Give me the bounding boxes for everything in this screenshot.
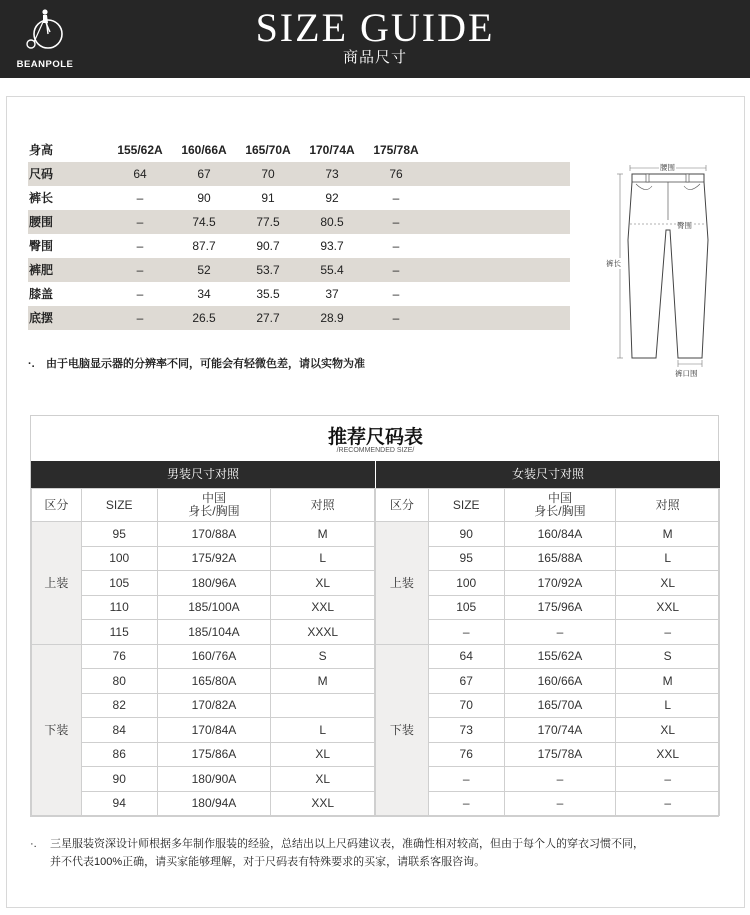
table-cell: 92 — [325, 191, 339, 205]
table-cell: – — [616, 620, 720, 645]
top-category-cell: 上装 — [376, 522, 429, 645]
table-cell: – — [136, 239, 144, 253]
table-cell: 73 — [325, 167, 339, 181]
table-cell: 105 — [81, 571, 157, 596]
table-cell: 64 — [428, 644, 504, 669]
column-header: 160/66A — [181, 143, 227, 157]
table-row — [376, 644, 720, 669]
table-cell: L — [616, 546, 720, 571]
table-row — [32, 595, 375, 620]
table-row — [376, 522, 720, 547]
advice-line-2: 并不代表100%正确，请买家能够理解，对于尺码表有特殊要求的买家，请联系客服咨询。 — [50, 856, 486, 868]
table-cell: 70 — [428, 693, 504, 718]
women-section-bar: 女装尺寸对照 — [376, 461, 720, 488]
table-cell: – — [392, 287, 400, 301]
table-cell: 87.7 — [192, 239, 216, 253]
bottom-category-cell: 下装 — [376, 644, 429, 816]
table-cell: 160/76A — [157, 644, 271, 669]
pants-icon — [606, 160, 726, 380]
table-cell: 95 — [428, 546, 504, 571]
table-row — [32, 669, 375, 694]
table-cell: 155/62A — [504, 644, 616, 669]
table-cell: M — [271, 522, 375, 547]
table-cell: XXL — [271, 791, 375, 816]
table-cell: M — [616, 522, 720, 547]
table-cell: – — [392, 215, 400, 229]
row-label: 臀围 — [29, 239, 54, 253]
bullet: ·. — [30, 838, 37, 850]
table-cell: S — [616, 644, 720, 669]
men-size-table — [31, 488, 375, 816]
table-cell: 37 — [325, 287, 339, 301]
table-row — [32, 767, 375, 792]
row-label: 裤长 — [29, 191, 54, 205]
table-cell: 35.5 — [256, 287, 280, 301]
table-row — [32, 718, 375, 743]
table-cell: – — [136, 263, 144, 277]
table-cell: 52 — [197, 263, 211, 277]
body-header — [504, 489, 616, 522]
table-cell: 180/96A — [157, 571, 271, 596]
table-cell: 160/66A — [504, 669, 616, 694]
table-cell: 185/104A — [157, 620, 271, 645]
table-cell: 90 — [428, 522, 504, 547]
table-cell: – — [428, 767, 504, 792]
recommend-subtitle: /RECOMMENDED SIZE/ — [336, 447, 415, 454]
table-cell: M — [271, 669, 375, 694]
table-cell: 165/70A — [504, 693, 616, 718]
size-table — [28, 138, 570, 330]
table-cell: 170/92A — [504, 571, 616, 596]
size-table-row — [28, 186, 570, 210]
table-cell: XL — [271, 742, 375, 767]
waist-label: 腰围 — [660, 163, 675, 172]
table-cell: 82 — [81, 693, 157, 718]
size-header: SIZE — [81, 489, 157, 522]
table-cell: 70 — [261, 167, 275, 181]
table-cell: – — [616, 767, 720, 792]
table-cell: 180/94A — [157, 791, 271, 816]
body-header — [157, 489, 271, 522]
recommended-size-table — [30, 415, 719, 817]
table-cell: – — [392, 311, 400, 325]
table-cell: 100 — [81, 546, 157, 571]
table-cell: 165/80A — [157, 669, 271, 694]
table-cell: – — [136, 311, 144, 325]
table-cell: 26.5 — [192, 311, 216, 325]
pants-diagram — [606, 160, 726, 380]
table-row — [32, 620, 375, 645]
table-cell: 90 — [81, 767, 157, 792]
table-cell: 94 — [81, 791, 157, 816]
length-label: 裤长 — [606, 259, 621, 268]
table-cell: 28.9 — [320, 311, 344, 325]
disclaimer-text: 由于电脑显示器的分辨率不同，可能会有轻微色差，请以实物为准 — [46, 358, 365, 370]
column-header: 170/74A — [309, 143, 355, 157]
hem-label: 裤口围 — [675, 369, 698, 378]
row-label: 尺码 — [29, 167, 54, 181]
table-cell: 77.5 — [256, 215, 280, 229]
table-cell: 175/92A — [157, 546, 271, 571]
table-cell: 175/96A — [504, 595, 616, 620]
table-cell: XL — [271, 767, 375, 792]
table-cell: 80 — [81, 669, 157, 694]
table-cell: 170/74A — [504, 718, 616, 743]
women-size-table — [375, 488, 720, 816]
table-cell: – — [136, 215, 144, 229]
body-header-line2: 身长/胸围 — [188, 504, 240, 518]
table-header-row — [32, 489, 375, 522]
fit-header: 对照 — [271, 489, 375, 522]
page-title: SIZE GUIDE — [255, 5, 495, 50]
table-cell: 105 — [428, 595, 504, 620]
body-header-line1: 中国 — [547, 491, 572, 505]
table-cell: – — [504, 767, 616, 792]
table-cell: L — [271, 718, 375, 743]
table-cell: 73 — [428, 718, 504, 743]
row-label: 膝盖 — [29, 287, 54, 301]
table-cell: XXL — [616, 595, 720, 620]
bottom-category-cell: 下装 — [32, 644, 82, 816]
table-cell: 170/82A — [157, 693, 271, 718]
table-cell: 100 — [428, 571, 504, 596]
table-cell: 175/86A — [157, 742, 271, 767]
page-subtitle: 商品尺寸 — [342, 49, 407, 66]
table-cell: – — [428, 791, 504, 816]
table-cell: 90 — [197, 191, 211, 205]
size-table-row — [28, 162, 570, 186]
recommend-title: 推荐尺码表 — [327, 427, 423, 448]
table-cell: XL — [616, 718, 720, 743]
page-header — [0, 0, 750, 78]
table-cell: – — [616, 791, 720, 816]
row-label: 腰围 — [29, 215, 54, 229]
table-cell: XXL — [616, 742, 720, 767]
table-cell: 180/90A — [157, 767, 271, 792]
table-cell: – — [136, 191, 144, 205]
size-table-row — [28, 210, 570, 234]
table-row — [32, 742, 375, 767]
bullet: ·. — [28, 358, 35, 370]
table-cell: – — [392, 239, 400, 253]
hip-label: 臀围 — [677, 221, 692, 230]
table-cell: 175/78A — [504, 742, 616, 767]
table-cell: 55.4 — [320, 263, 344, 277]
table-cell: – — [392, 263, 400, 277]
column-header: 155/62A — [117, 143, 163, 157]
table-cell: 67 — [428, 669, 504, 694]
table-cell: 185/100A — [157, 595, 271, 620]
table-cell: 76 — [428, 742, 504, 767]
table-cell: XL — [616, 571, 720, 596]
table-cell: 84 — [81, 718, 157, 743]
table-cell: 90.7 — [256, 239, 280, 253]
table-cell: 80.5 — [320, 215, 344, 229]
table-cell: 74.5 — [192, 215, 216, 229]
table-cell: 160/84A — [504, 522, 616, 547]
table-row — [32, 571, 375, 596]
table-cell: S — [271, 644, 375, 669]
table-header-row — [376, 489, 720, 522]
table-cell: L — [616, 693, 720, 718]
column-header: 165/70A — [245, 143, 291, 157]
table-cell: M — [616, 669, 720, 694]
table-cell: L — [271, 546, 375, 571]
table-cell: 95 — [81, 522, 157, 547]
table-cell: 76 — [81, 644, 157, 669]
color-disclaimer — [28, 355, 365, 371]
table-cell: – — [504, 620, 616, 645]
body-header-line1: 中国 — [201, 491, 226, 505]
table-cell: XL — [271, 571, 375, 596]
table-row — [32, 693, 375, 718]
table-cell — [271, 693, 375, 718]
table-cell: 91 — [261, 191, 275, 205]
size-table-row — [28, 234, 570, 258]
table-cell: 170/88A — [157, 522, 271, 547]
size-table-row — [28, 306, 570, 330]
fit-header: 对照 — [616, 489, 720, 522]
advice-line-1: 三星服装资深设计师根据多年制作服装的经验，总结出以上尺码建议表，准确性相对较高，但由于每个人的穿衣习惯不同， — [50, 838, 644, 850]
table-cell: 170/84A — [157, 718, 271, 743]
table-cell: 34 — [197, 287, 211, 301]
table-row — [32, 522, 375, 547]
table-cell: 115 — [81, 620, 157, 645]
table-cell: 27.7 — [256, 311, 280, 325]
brand-name: BEANPOLE — [16, 59, 74, 70]
size-table-row — [28, 258, 570, 282]
row-label: 裤肥 — [29, 263, 54, 277]
column-header: 175/78A — [373, 143, 419, 157]
row-label: 身高 — [29, 143, 54, 157]
category-header: 区分 — [32, 489, 82, 522]
table-cell: – — [428, 620, 504, 645]
table-row — [32, 546, 375, 571]
table-cell: 86 — [81, 742, 157, 767]
table-cell: XXXL — [271, 620, 375, 645]
size-header: SIZE — [428, 489, 504, 522]
table-cell: 64 — [133, 167, 147, 181]
table-cell: 93.7 — [320, 239, 344, 253]
table-cell: 53.7 — [256, 263, 280, 277]
table-cell: 76 — [389, 167, 403, 181]
table-cell: – — [392, 191, 400, 205]
table-cell: – — [504, 791, 616, 816]
table-row — [32, 644, 375, 669]
top-category-cell: 上装 — [32, 522, 82, 645]
table-cell: 165/88A — [504, 546, 616, 571]
table-cell: – — [136, 287, 144, 301]
table-row — [32, 791, 375, 816]
category-header: 区分 — [376, 489, 429, 522]
men-section-bar: 男装尺寸对照 — [31, 461, 375, 488]
table-cell: XXL — [271, 595, 375, 620]
row-label: 底摆 — [29, 311, 54, 325]
size-table-row — [28, 282, 570, 306]
table-cell: 67 — [197, 167, 211, 181]
size-advice-note — [30, 835, 644, 871]
body-header-line2: 身长/胸围 — [534, 504, 586, 518]
table-cell: 110 — [81, 595, 157, 620]
size-table-header-row — [28, 138, 570, 162]
